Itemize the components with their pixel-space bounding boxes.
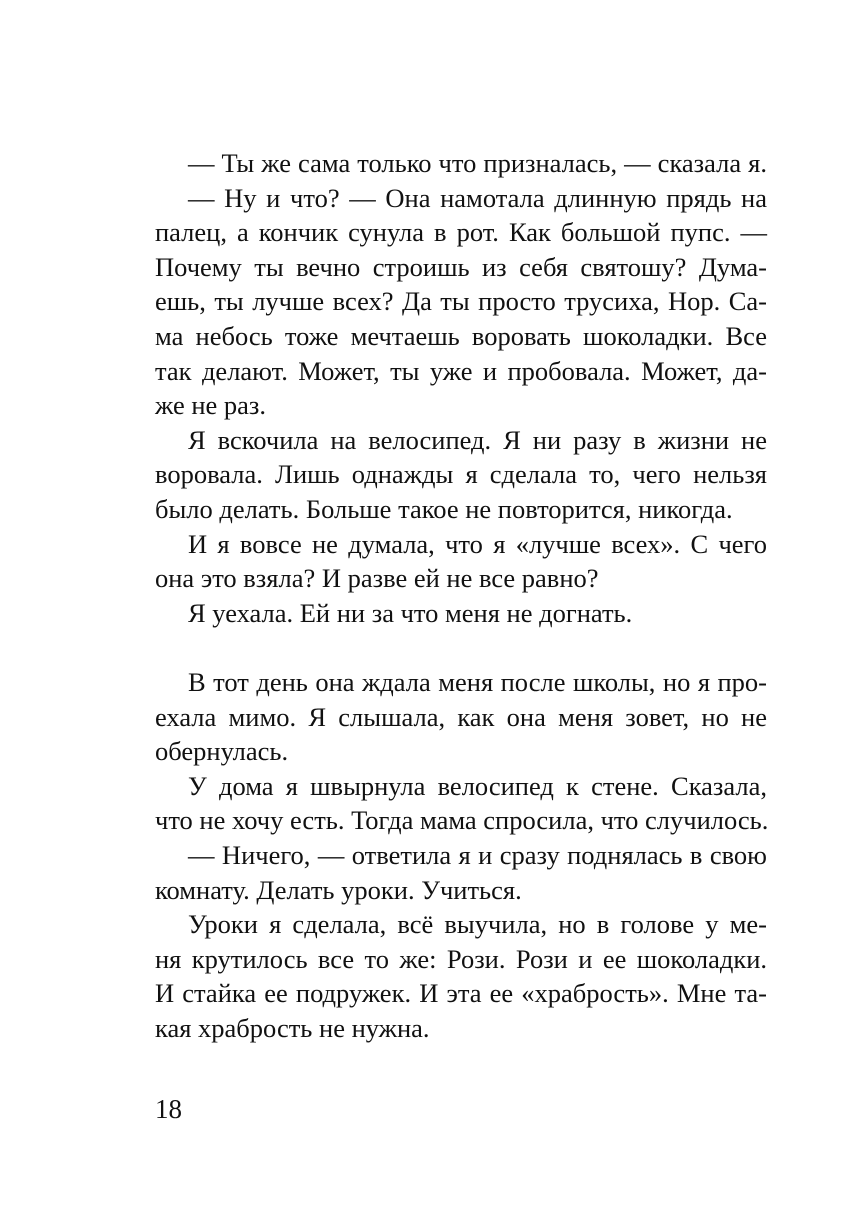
text-block-after-break (155, 665, 767, 1046)
text-line: воровала. Лишь однажды я сделала то, чего нельзя (155, 459, 767, 490)
text-line: комнату. Делать уроки. Учиться. (155, 874, 522, 905)
text-line: В тот день она ждала меня после школы, но я про- (188, 667, 767, 697)
text-line: что не хочу есть. Тогда мама спросила, что случилось. (155, 805, 769, 836)
text-line: кая храбрость не нужна. (155, 1012, 430, 1043)
text-line: — Ничего, — ответила я и сразу поднялась в свою (188, 839, 767, 870)
paragraph (155, 838, 767, 907)
paragraph (155, 423, 767, 527)
text-line: Уроки я сделала, всё выучила, но в голове у ме- (188, 909, 767, 940)
text-line: Я вскочила на велосипед. Я ни разу в жизни не (188, 424, 767, 455)
text-line: Я уехала. Ей ни за что меня не догнать. (188, 597, 633, 628)
page-number: 18 (155, 1094, 182, 1124)
paragraph (155, 181, 767, 423)
text-line: ешь, ты лучше всех? Да ты просто трусиха, Нор. Са- (155, 286, 767, 317)
paragraph (155, 769, 767, 838)
text-line: же не раз. (155, 390, 267, 421)
paragraph (155, 907, 767, 1045)
text-line: она это взяла? И разве ей не все равно? (155, 563, 599, 594)
text-line: — Ну и что? — Она намотала длинную прядь на (188, 182, 767, 213)
paragraph (155, 527, 767, 596)
text-line: было делать. Больше такое не повторится, никогда. (155, 493, 733, 524)
paragraph (155, 665, 767, 769)
text-line: Почему ты вечно строишь из себя святошу? Дума- (155, 251, 767, 282)
text-line: ма небось тоже мечтаешь воровать шоколадки. Все (155, 320, 767, 351)
paragraph (155, 146, 767, 181)
text-line: У дома я швырнула велосипед к стене. Сказала, (188, 770, 767, 801)
text-line: обернулась. (155, 736, 289, 767)
text-line: так делают. Может, ты уже и пробовала. Может, да- (155, 355, 767, 386)
text-line: ехала мимо. Я слышала, как она меня зовет, но не (155, 701, 767, 732)
text-line: И я вовсе не думала, что я «лучше всех». С чего (188, 528, 767, 559)
text-block-before-break (155, 146, 767, 630)
text-line: палец, а кончик сунула в рот. Как большой пупс. — (155, 217, 767, 248)
text-line: И стайка ее подружек. И эта ее «храбрость». Мне та- (155, 978, 767, 1009)
text-line: ня крутилось все то же: Рози. Рози и ее шоколадки. (155, 943, 767, 974)
text-line: — Ты же сама только что призналась, — сказала я. (188, 148, 767, 178)
paragraph (155, 596, 767, 631)
